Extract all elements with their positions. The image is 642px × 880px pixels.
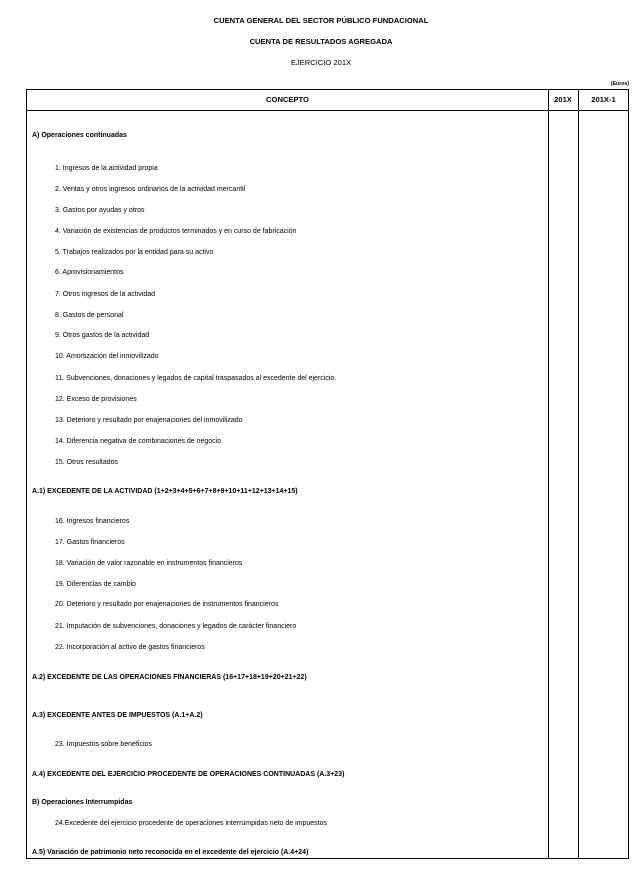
- line-item-row: 22. Incorporación al activo de gastos financieros: [55, 644, 205, 651]
- line-item-row: 8. Gastos de personal: [55, 312, 124, 319]
- income-statement-table: [26, 89, 629, 859]
- line-item-row: 4. Variación de existencias de productos terminados y en curso de fabricación: [55, 228, 297, 235]
- line-item-row: 6. Aprovisionamientos: [55, 269, 124, 276]
- header-divider: [27, 110, 628, 111]
- line-item-row: 5. Trabajos realizados por la entidad para su activo: [55, 249, 214, 256]
- prior-year-column-header: 201X-1: [591, 95, 616, 104]
- section-heading-row: A.2) EXCEDENTE DE LAS OPERACIONES FINANCIERAS (16+17+18+19+20+21+22): [32, 674, 307, 681]
- section-heading-row: A) Operaciones continuadas: [32, 132, 127, 139]
- current-year-column-header: 201X: [554, 95, 572, 104]
- units-label: (Euros): [610, 81, 629, 87]
- document-subtitle: CUENTA DE RESULTADOS AGREGADA: [249, 37, 393, 46]
- line-item-row: 9. Otros gastos de la actividad: [55, 332, 150, 339]
- fiscal-year-label: EJERCICIO 201X: [290, 58, 352, 67]
- line-item-row: 2. Ventas y otros ingresos ordinarios de la actividad mercantil: [55, 186, 246, 193]
- line-item-row: 1. Ingresos de la actividad propia: [55, 165, 158, 172]
- section-heading-row: B) Operaciones Interrumpidas: [32, 799, 133, 806]
- column-divider-prior: [578, 90, 579, 858]
- section-heading-row: A.4) EXCEDENTE DEL EJERCICIO PROCEDENTE DE OPERACIONES CONTINUADAS (A.3+23): [32, 771, 345, 778]
- line-item-row: 15. Otros resultados: [55, 459, 119, 466]
- line-item-row: 21. Imputación de subvenciones, donaciones y legados de carácter financiero: [55, 623, 297, 630]
- line-item-row: 18. Variación de valor razonable en instrumentos financieros: [55, 560, 243, 567]
- line-item-row: 10. Amortización del inmovilizado: [55, 353, 159, 360]
- line-item-row: 24.Excedente del ejercicio procedente de operaciones interrumpidas neto de impuestos: [55, 820, 328, 827]
- line-item-row: 12. Exceso de provisiones: [55, 396, 137, 403]
- section-heading-row: A.1) EXCEDENTE DE LA ACTIVIDAD (1+2+3+4+5+6+7+8+9+10+11+12+13+14+15): [32, 488, 298, 495]
- line-item-row: 20. Deterioro y resultado por enajenaciones de instrumentos financieros: [55, 601, 279, 608]
- line-item-row: 13. Deterioro y resultado por enajenaciones del inmovilizado: [55, 417, 243, 424]
- line-item-row: 16. Ingresos financieros: [55, 518, 130, 525]
- line-item-row: 17. Gastos financieros: [55, 539, 125, 546]
- section-heading-row: A.3) EXCEDENTE ANTES DE IMPUESTOS (A.1+A.2): [32, 712, 203, 719]
- line-item-row: 23. Impuestos sobre beneficios: [55, 741, 152, 748]
- line-item-row: 7. Otros ingresos de la actividad: [55, 291, 155, 298]
- document-title: CUENTA GENERAL DEL SECTOR PÚBLICO FUNDACIONAL: [213, 16, 429, 25]
- column-divider-current: [548, 90, 549, 858]
- line-item-row: 19. Diferencias de cambio: [55, 581, 136, 588]
- concept-column-header: CONCEPTO: [266, 95, 309, 104]
- section-heading-row: A.5) Variación de patrimonio neto reconocida en el excedente del ejercicio (A.4+24): [32, 849, 309, 856]
- line-item-row: 14. Diferencia negativa de combinaciones de negocio: [55, 438, 222, 445]
- line-item-row: 3. Gastos por ayudas y otros: [55, 207, 145, 214]
- line-item-row: 11. Subvenciones, donaciones y legados de capital traspasados al excedente del ejercicio.: [55, 375, 337, 382]
